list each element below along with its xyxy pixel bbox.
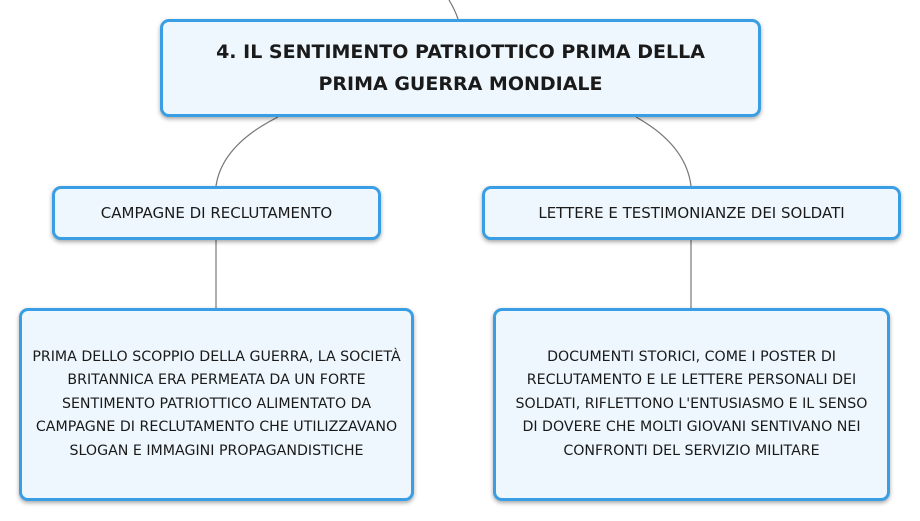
leaf-detail-text: PRIMA DELLO SCOPPIO DELLA GUERRA, LA SOCIETÀ BRITANNICA ERA PERMEATA DA UN FORTE SENTIMENTO PATRIOTTICO ALIMENTATO DA CAMPAGNE DI RECLUTAMENTO CHE UTILIZZAVANO SLOGAN E IMMAGINI PROPAGANDISTICHE [32, 348, 401, 459]
branch-label: LETTERE E TESTIMONIANZE DEI SOLDATI [538, 204, 845, 222]
root-topic-title: 4. IL SENTIMENTO PATRIOTTICO PRIMA DELLA PRIMA GUERRA MONDIALE [216, 41, 705, 95]
connector-parent-to-root [449, 0, 458, 19]
leaf-node-soldier-letters-detail[interactable] [493, 308, 890, 501]
branch-node-recruitment-campaigns[interactable] [52, 186, 381, 240]
leaf-node-recruitment-detail[interactable] [19, 308, 414, 501]
root-topic-node[interactable] [160, 19, 761, 117]
connector-root-to-left-branch [216, 117, 278, 186]
branch-node-soldier-letters[interactable] [482, 186, 901, 240]
connector-root-to-right-branch [636, 117, 691, 186]
branch-label: CAMPAGNE DI RECLUTAMENTO [100, 204, 333, 222]
leaf-detail-text: DOCUMENTI STORICI, COME I POSTER DI RECLUTAMENTO E LE LETTERE PERSONALI DEI SOLDATI, RIFLETTONO L'ENTUSIASMO E IL SENSO DI DOVERE CHE MOLTI GIOVANI SENTIVANO NEI CONFRONTI DEL SERVIZIO MILITARE [515, 348, 868, 459]
